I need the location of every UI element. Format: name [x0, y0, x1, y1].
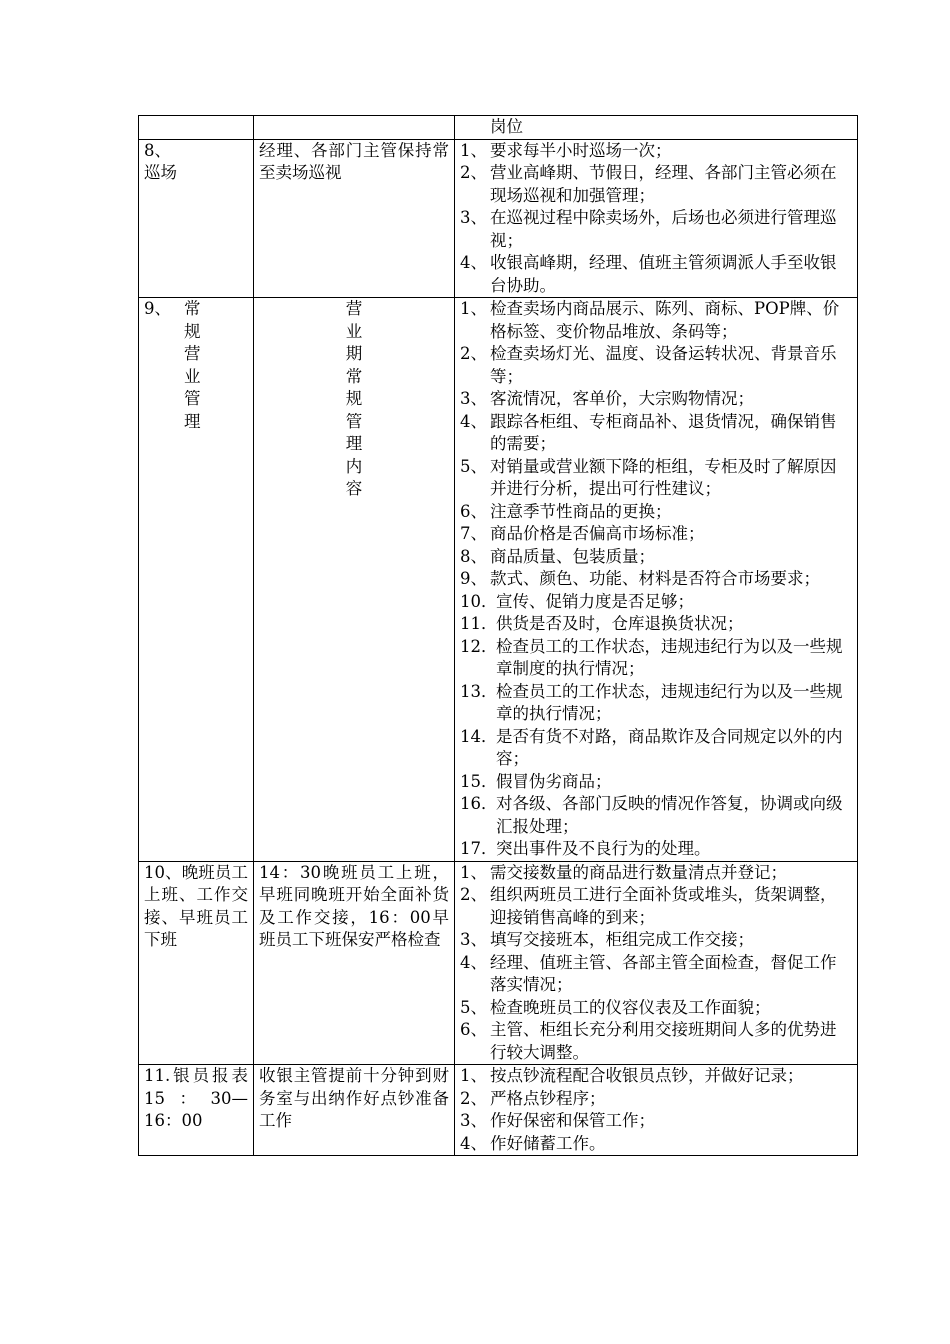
item-text: 宣传、促销力度是否足够；	[496, 591, 694, 611]
item-number: 1、	[460, 140, 487, 160]
item-text: 检查卖场内商品展示、陈列、商标、POP牌、价格标签、变价物品堆放、条码等；	[490, 299, 840, 341]
staff-cell	[254, 139, 455, 298]
items-cell	[455, 298, 858, 862]
list-item	[460, 1133, 852, 1156]
step-title: 巡场	[144, 163, 177, 182]
item-number: 3、	[460, 930, 487, 949]
item-text: 检查卖场灯光、温度、设备运转状况、背景音乐等；	[490, 344, 837, 386]
step-cell	[139, 116, 254, 140]
item-number: 11．	[460, 614, 498, 633]
item-text: 主管、柜组长充分利用交接班期间人多的优势进行较大调整。	[490, 1020, 837, 1062]
step-title-char: 业	[184, 366, 201, 386]
item-text: 营业高峰期、节假日，经理、各部门主管必须在现场巡视和加强管理；	[490, 163, 837, 205]
item-number: 2、	[460, 344, 487, 363]
items-cell	[455, 1065, 858, 1156]
staff-cell	[254, 116, 455, 140]
item-number: 3、	[460, 1111, 487, 1130]
list-item	[460, 501, 852, 524]
list-item	[460, 523, 852, 546]
list-item	[460, 884, 852, 929]
item-number: 2、	[460, 163, 487, 182]
list-item	[460, 636, 852, 681]
item-number: 1、	[460, 299, 487, 318]
staff-char: 理	[345, 434, 363, 453]
item-text: 商品价格是否偏高市场标准；	[490, 524, 705, 543]
items-cell	[455, 139, 858, 298]
list-item	[460, 411, 852, 456]
staff-char: 容	[345, 479, 363, 498]
item-text: 岗位	[490, 117, 523, 136]
list-item	[460, 546, 852, 569]
item-text: 供货是否及时，仓库退换货状况；	[496, 614, 744, 633]
items-cell	[455, 116, 858, 140]
item-text: 客流情况，客单价，大宗购物情况；	[490, 389, 754, 408]
item-text: 作好储蓄工作。	[490, 1133, 606, 1153]
table-row	[139, 861, 858, 1065]
item-text: 填写交接班本，柜组完成工作交接；	[490, 930, 754, 949]
step-cell	[139, 1065, 254, 1156]
table-row	[139, 1065, 858, 1156]
list-item	[460, 952, 852, 997]
list-item	[460, 162, 852, 207]
item-number: 6、	[460, 1020, 487, 1039]
table-row	[139, 139, 858, 298]
item-number: 9、	[460, 569, 487, 588]
item-text: 在巡视过程中除卖场外，后场也必须进行管理巡视；	[490, 208, 837, 250]
list-item	[460, 207, 852, 252]
item-text: 是否有货不对路，商品欺诈及合同规定以外的内容；	[496, 726, 843, 768]
item-number: 5、	[460, 456, 487, 476]
staff-char: 业	[345, 321, 363, 341]
list-item	[460, 252, 852, 297]
list-item	[460, 298, 852, 343]
item-text: 严格点钞程序；	[490, 1088, 606, 1108]
step-title: 8、	[144, 140, 171, 160]
step-title-char: 理	[184, 411, 201, 431]
item-number: 14．	[460, 726, 498, 746]
item-text: 检查员工的工作状态，违规违纪行为以及一些规章制度的执行情况；	[496, 636, 843, 678]
table-row	[139, 298, 858, 862]
staff-char: 期	[345, 344, 363, 363]
step-title: 11.银员报表 15：30—16：00	[144, 1066, 248, 1130]
list-item	[460, 681, 852, 726]
list-item	[460, 568, 852, 591]
item-number: 2、	[460, 1088, 487, 1108]
list-item	[460, 929, 852, 952]
item-text: 作好保密和保管工作；	[490, 1111, 655, 1130]
item-text: 对各级、各部门反映的情况作答复，协调或向级汇报处理；	[496, 794, 843, 836]
list-item	[460, 1110, 852, 1133]
staff-cell	[254, 861, 455, 1065]
staff-char: 营	[345, 299, 363, 318]
step-cell	[139, 861, 254, 1065]
item-number: 3、	[460, 389, 487, 408]
item-number: 3、	[460, 208, 487, 227]
item-text: 款式、颜色、功能、材料是否符合市场要求；	[490, 569, 820, 588]
list-item	[460, 140, 852, 163]
staff-cell	[254, 298, 455, 862]
step-title-char: 管	[184, 389, 201, 408]
list-item	[460, 997, 852, 1020]
item-text: 要求每半小时巡场一次；	[490, 140, 672, 160]
item-number: 4、	[460, 952, 487, 972]
item-number: 1、	[460, 1066, 487, 1085]
staff-char: 管	[345, 411, 363, 431]
item-number: 15．	[460, 771, 498, 791]
item-number: 4、	[460, 411, 487, 431]
item-text: 对销量或营业额下降的柜组，专柜及时了解原因并进行分析，提出可行性建议；	[490, 456, 837, 498]
list-item	[460, 1065, 852, 1088]
list-item	[460, 1088, 852, 1111]
step-title-char: 常	[184, 299, 201, 318]
staff-char: 常	[345, 366, 363, 386]
list-item	[460, 1019, 852, 1064]
items-cell	[455, 861, 858, 1065]
item-number: 12．	[460, 636, 498, 656]
item-text: 按点钞流程配合收银员点钞，并做好记录；	[490, 1066, 804, 1085]
list-item	[460, 793, 852, 838]
staff-char: 规	[345, 389, 363, 408]
list-item	[460, 771, 852, 794]
staff-text: 经理、各部门主管保持常至卖场巡视	[259, 140, 449, 182]
item-number: 16．	[460, 794, 498, 813]
step-title-char: 规	[184, 321, 201, 341]
list-item	[460, 613, 852, 636]
item-text: 注意季节性商品的更换；	[490, 501, 672, 521]
staff-char: 内	[345, 456, 363, 476]
item-text: 检查员工的工作状态，违规违纪行为以及一些规章的执行情况；	[496, 681, 843, 723]
list-item	[460, 862, 852, 885]
step-number: 9、	[144, 299, 171, 318]
item-number: 2、	[460, 885, 487, 904]
list-item	[460, 116, 852, 139]
list-item	[460, 838, 852, 861]
list-item	[460, 726, 852, 771]
item-number: 17．	[460, 839, 498, 858]
step-cell	[139, 139, 254, 298]
staff-text: 14：30晚班员工上班，早班同晚班开始全面补货及工作交接，16：00早班员工下班保安严格检查	[259, 862, 449, 949]
item-number: 4、	[460, 1133, 487, 1153]
list-item	[460, 343, 852, 388]
item-number: 13．	[460, 681, 498, 701]
item-number: 6、	[460, 501, 487, 521]
step-title-char: 营	[184, 344, 201, 363]
item-number: 5、	[460, 997, 487, 1017]
item-number: 1、	[460, 862, 487, 882]
list-item	[460, 456, 852, 501]
staff-text: 收银主管提前十分钟到财务室与出纳作好点钞准备工作	[259, 1066, 449, 1130]
item-number: 4、	[460, 253, 487, 272]
staff-cell	[254, 1065, 455, 1156]
item-text: 假冒伪劣商品；	[496, 771, 612, 791]
item-text: 收银高峰期，经理、值班主管须调派人手至收银台协助。	[490, 253, 837, 295]
item-text: 商品质量、包装质量；	[490, 546, 655, 566]
step-title: 10、晚班员工上班、工作交接、早班员工下班	[144, 862, 248, 949]
table-row	[139, 116, 858, 140]
procedure-table	[138, 115, 858, 1156]
item-text: 突出事件及不良行为的处理。	[496, 839, 711, 858]
item-text: 需交接数量的商品进行数量清点并登记；	[490, 862, 787, 882]
step-title-vertical	[144, 298, 248, 433]
list-item	[460, 591, 852, 614]
step-cell	[139, 298, 254, 862]
item-text: 跟踪各柜组、专柜商品补、退货情况，确保销售的需要；	[490, 411, 837, 453]
item-text: 组织两班员工进行全面补货或堆头，货架调整，迎接销售高峰的到来；	[490, 885, 837, 927]
item-text: 经理、值班主管、各部主管全面检查，督促工作落实情况；	[490, 952, 837, 994]
item-number: 8、	[460, 546, 487, 566]
item-number: 10．	[460, 591, 498, 611]
list-item	[460, 388, 852, 411]
item-number: 7、	[460, 524, 487, 543]
item-text: 检查晚班员工的仪容仪表及工作面貌；	[490, 997, 771, 1017]
